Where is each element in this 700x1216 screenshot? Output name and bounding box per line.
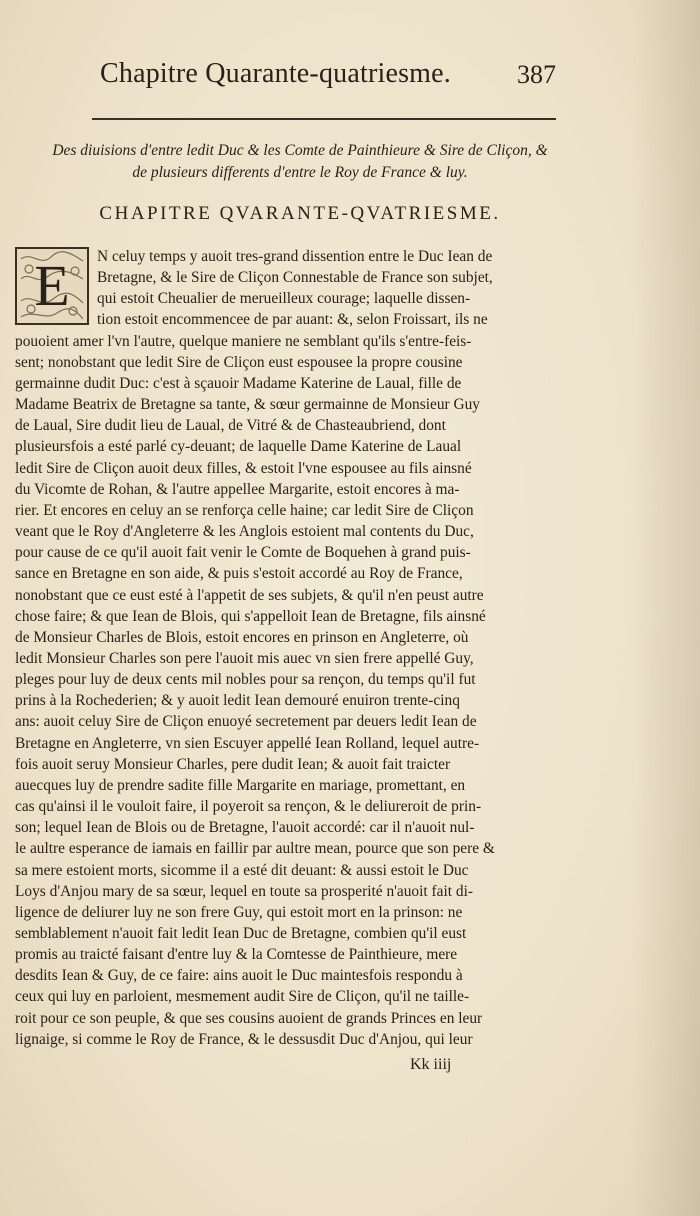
text-line: le aultre esperance de iamais en faillir par aultre mean, pource que son pere & bbox=[15, 840, 495, 858]
text-line: tion estoit encommencee de par auant: &, selon Froissart, ils ne bbox=[97, 311, 488, 329]
text-line: prins à la Rochederien; & y auoit ledit Iean demouré enuiron trente-cinq bbox=[15, 692, 460, 710]
text-line: lignaige, si comme le Roy de France, & le dessusdit Duc d'Anjou, qui leur bbox=[15, 1030, 473, 1048]
summary-line: de plusieurs differents d'entre le Roy de France & luy. bbox=[132, 164, 468, 181]
text-line: N celuy temps y auoit tres-grand dissention entre le Duc Iean de bbox=[97, 248, 493, 265]
text-line: qui estoit Cheualier de merueilleux courage; laquelle dissen- bbox=[97, 290, 471, 308]
text-line: Bretagne, & le Sire de Cliçon Connestable de France son subjet, bbox=[97, 269, 493, 287]
text-line: semblablement n'auoit fait ledit Iean Duc de Bretagne, combien qu'il eust bbox=[15, 925, 467, 942]
text-line: fois auoit seruy Monsieur Charles, pere dudit Iean; & auoit fait traicter bbox=[15, 755, 451, 773]
text-line: rier. Et encores en celuy an se renforça celle haine; car ledit Sire de Cliçon bbox=[15, 501, 474, 519]
text-line: desdits Iean & Guy, de ce faire: ains auoit le Duc maintesfois respondu à bbox=[15, 967, 463, 985]
page-number: 387 bbox=[517, 60, 556, 89]
running-head bbox=[100, 58, 560, 94]
text-line: sance en Bretagne en son aide, & puis s'estoit accordé au Roy de France, bbox=[15, 565, 463, 583]
text-line: Bretagne en Angleterre, vn sien Escuyer appellé Iean Rolland, lequel autre- bbox=[15, 734, 480, 752]
text-line: ceux qui luy en parloient, mesmement audit Sire de Cliçon, qu'il ne taille- bbox=[15, 988, 470, 1006]
text-line: cas qu'ainsi il le vouloit faire, il poyeroit sa rençon, & le deliureroit de prin- bbox=[15, 798, 482, 816]
text-line: ligence de deliurer luy ne son frere Guy, qui estoit mort en la prinson: ne bbox=[15, 903, 463, 921]
header-rule bbox=[92, 118, 556, 120]
page-shadow bbox=[630, 0, 700, 1216]
text-line: de Monsieur Charles de Blois, estoit encores en prinson en Angleterre, où bbox=[15, 628, 469, 646]
summary-line: Des diuisions d'entre ledit Duc & les Comte de Painthieure & Sire de Cliçon, & bbox=[52, 142, 548, 159]
text-line: du Vicomte de Rohan, & l'autre appellee Margarite, estoit encores à ma- bbox=[15, 480, 460, 498]
text-line: promis au traicté faisant d'entre luy & la Comtesse de Painthieure, mere bbox=[15, 946, 458, 964]
text-line: son; lequel Iean de Blois ou de Bretagne, l'auoit accordé: car il n'auoit nul- bbox=[15, 819, 475, 837]
text-line: pouoient amer l'vn l'autre, quelque maniere ne semblant qu'ils s'entre-feis- bbox=[15, 332, 472, 350]
text-line: roit pour ce son peuple, & que ses cousins auoient de grands Princes en leur bbox=[15, 1009, 483, 1027]
catchword: Kk iiij bbox=[410, 1056, 452, 1073]
text-line: germainne dudit Duc: c'est à sçauoir Madame Katerine de Laual, fille de bbox=[15, 374, 462, 392]
text-line: sa mere estoient morts, sicomme il a esté dit deuant: & aussi estoit le Duc bbox=[15, 861, 469, 879]
chapter-summary bbox=[40, 140, 560, 184]
text-line: auecques luy de prendre sadite fille Margarite en mariage, promettant, en bbox=[15, 776, 466, 794]
text-line: chose faire; & que Iean de Blois, qui s'appelloit Iean de Bretagne, fils ainsné bbox=[15, 607, 486, 625]
text-line: pour cause de ce qu'il auoit fait venir le Comte de Boquehen à grand puis- bbox=[15, 544, 471, 562]
text-line: ledit Monsieur Charles son pere l'auoit mis auec vn sien frere appellé Guy, bbox=[15, 649, 474, 667]
text-line: ans: auoit celuy Sire de Cliçon enuoyé secretement par deuers ledit Iean de bbox=[15, 713, 477, 731]
text-line: sent; nonobstant que ledit Sire de Cliçon eust espousee la propre cousine bbox=[15, 353, 463, 371]
running-title: Chapitre Quarante-quatriesme. bbox=[100, 58, 451, 89]
body-text bbox=[15, 246, 555, 1050]
chapter-heading: CHAPITRE QVARANTE-QVATRIESME. bbox=[99, 203, 501, 224]
text-line: Loys d'Anjou mary de sa sœur, lequel en toute sa prosperité n'auoit fait di- bbox=[15, 882, 473, 900]
text-line: de Laual, Sire dudit lieu de Laual, de Vitré & de Chasteaubriend, dont bbox=[15, 417, 446, 435]
text-line: pleges pour luy de deux cents mil nobles pour sa rençon, du temps qu'il fut bbox=[15, 671, 476, 689]
text-line: veant que le Roy d'Angleterre & les Anglois estoient mal contents du Duc, bbox=[15, 523, 474, 541]
text-line: Madame Beatrix de Bretagne sa tante, & sœur germainne de Monsieur Guy bbox=[15, 396, 480, 414]
text-line: plusieursfois a esté parlé cy-deuant; de laquelle Dame Katerine de Laual bbox=[15, 438, 462, 456]
text-line: ledit Sire de Cliçon auoit deux filles, & estoit l'vne espousee au fils ainsné bbox=[15, 459, 472, 477]
text-line: nonobstant que ce eust esté à l'appetit de ses subjets, & qu'il n'en peust autre bbox=[15, 586, 484, 604]
drop-cap-letter: E bbox=[34, 253, 70, 318]
